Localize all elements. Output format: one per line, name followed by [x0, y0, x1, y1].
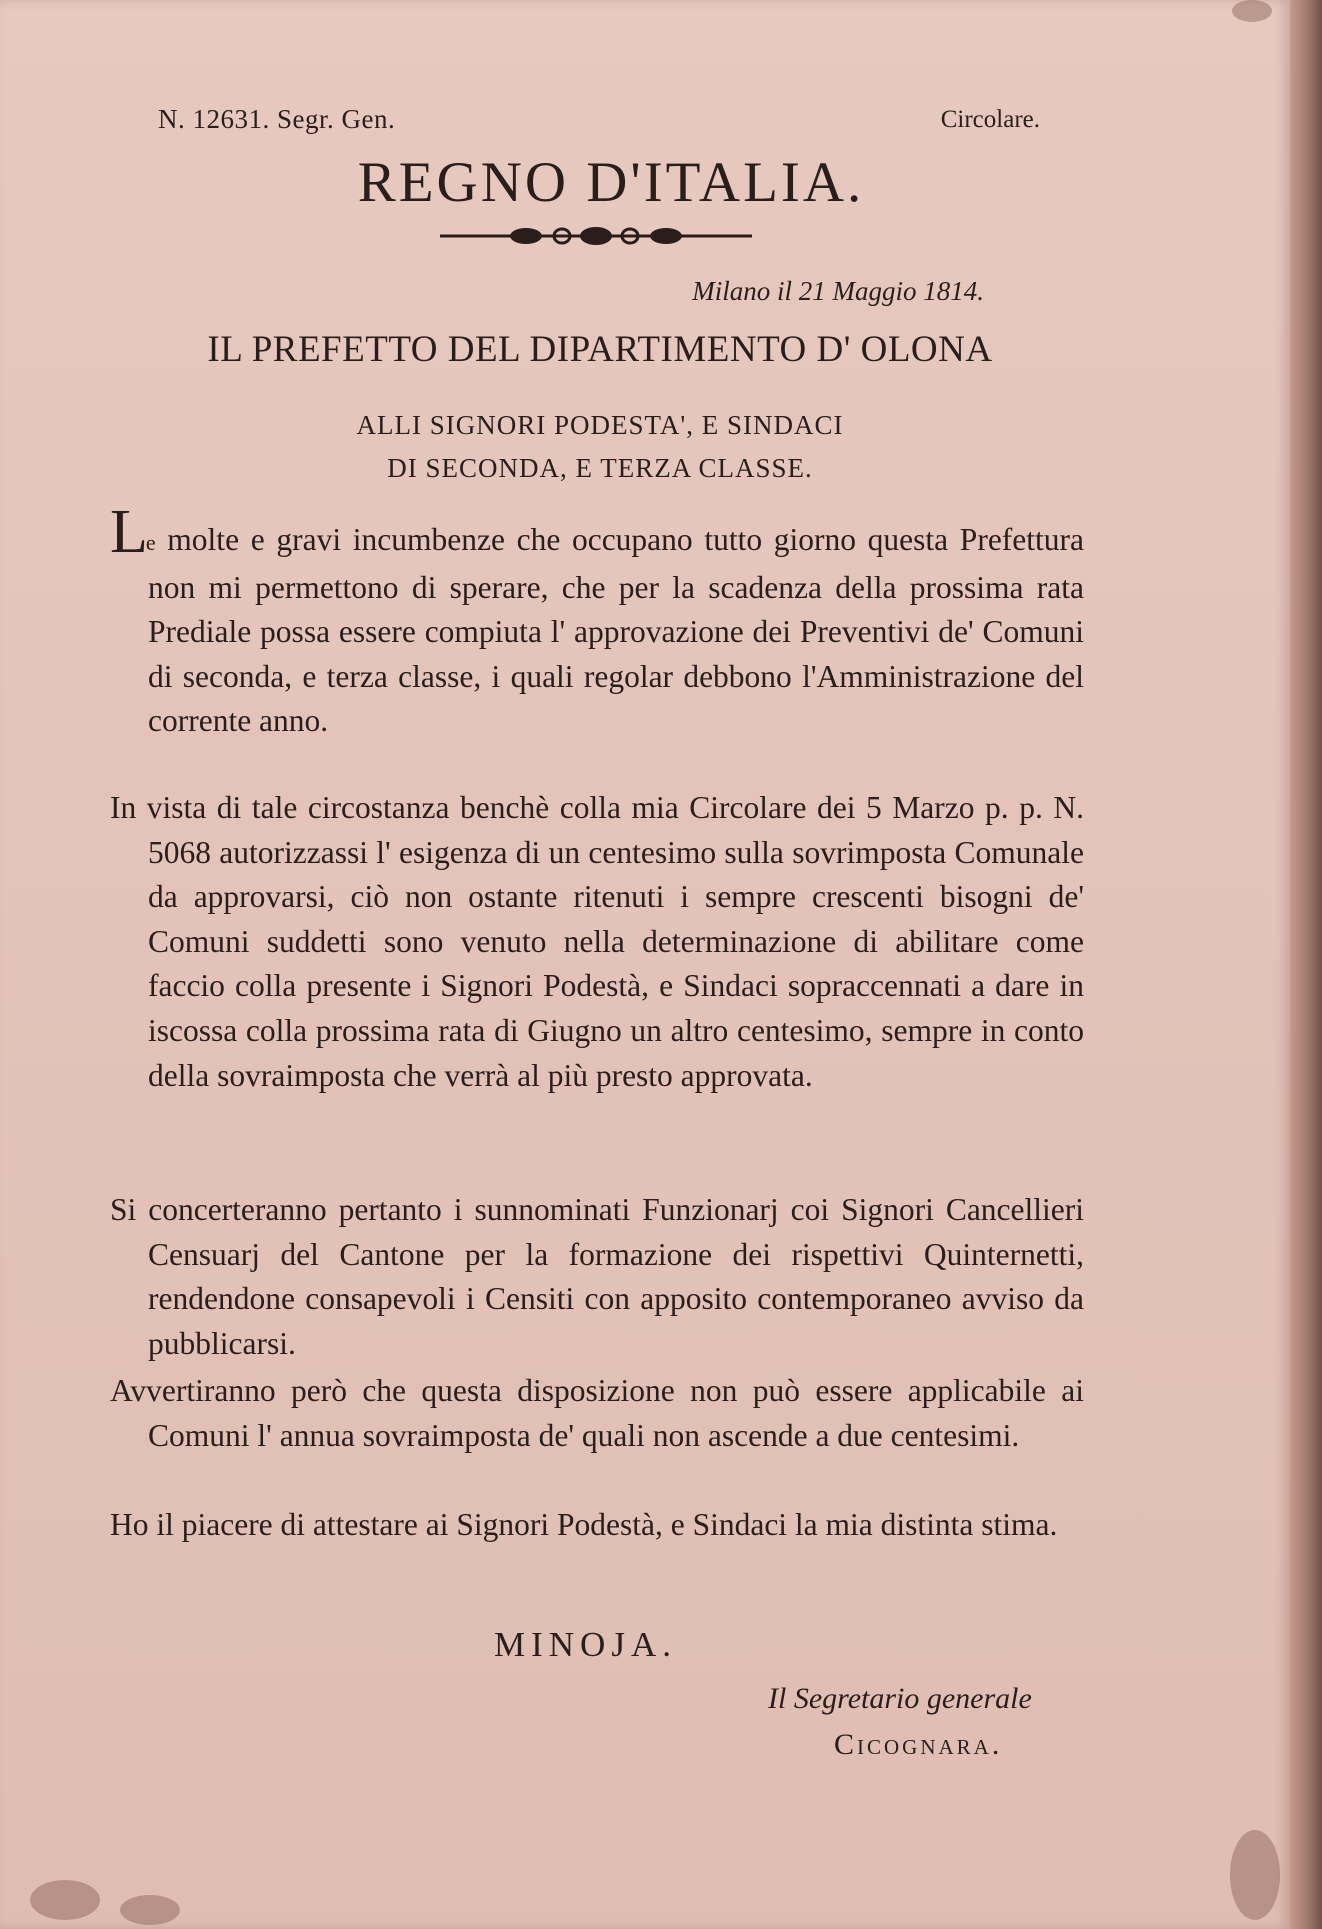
paper-stain — [120, 1895, 180, 1925]
paragraph-3: Si concerteranno pertanto i sunnominati Funzionarj coi Signori Cancellieri Censuarj del Cantone per la formazione dei rispettivi Quinternetti, rendendone consapevoli i Censiti con apposito contemporaneo avviso da pubblicarsi. — [110, 1192, 1084, 1361]
kingdom-heading: REGNO D'ITALIA. — [357, 151, 865, 214]
paper-stain — [1232, 0, 1272, 22]
issuer-heading: IL PREFETTO DEL DIPARTIMENTO D' OLONA — [207, 329, 993, 370]
paragraph-2: In vista di tale circostanza benchè colla mia Circolare dei 5 Marzo p. p. N. 5068 autorizzassi l' esigenza di un centesimo sulla sovrimposta Comunale da approvarsi, ciò non ostante ritenuti i sempre crescenti bisogni de' Comuni suddetti sono venuto nella determinazione di abilitare come faccio colla presente i Signori Podestà, e Sindaci sopraccennati a dare in iscossa colla prossima rata di Giugno un altro centesimo, sempre in conto della sovraimposta che verrà al più presto approvata. — [110, 790, 1084, 1093]
paper-stain — [1230, 1830, 1280, 1920]
page-edge — [1290, 0, 1322, 1929]
document-type: Circolare. — [940, 106, 1040, 133]
prefect-signature: MINOJA. — [494, 1625, 677, 1664]
ornament-divider-icon — [440, 224, 752, 248]
paragraph-1-text: molte e gravi incumbenze che occupano tutto giorno questa Prefettura non mi permettono di sperare, che per la scadenza della prossima rata Prediale possa essere compiuta l' approvazione dei Preventivi de' Comuni di seconda, e terza classe, i quali regolar debbono l'Amministrazione del corrente anno. — [148, 522, 1084, 739]
paper-stain — [30, 1880, 100, 1920]
reference-number: N. 12631. Segr. Gen. — [158, 104, 396, 134]
secretary-name: Cicognara. — [834, 1728, 1003, 1761]
paragraph-4: Avvertiranno però che questa disposizione non può essere applicabile ai Comuni l' annua sovraimposta de' quali non ascende a due centesimi. — [110, 1373, 1084, 1453]
paragraph-5: Ho il piacere di attestare ai Signori Podestà, e Sindaci la mia distinta stima. — [110, 1507, 1058, 1542]
dateline: Milano il 21 Maggio 1814. — [692, 276, 984, 306]
secretary-title: Il Segretario generale — [768, 1682, 1032, 1715]
addressee-line-2: DI SECONDA, E TERZA CLASSE. — [387, 453, 813, 483]
drop-cap: L — [110, 498, 146, 566]
addressee-line-1: ALLI SIGNORI PODESTA', E SINDACI — [356, 410, 844, 440]
paragraph-1 — [110, 498, 1084, 744]
drop-cap-rest: e — [145, 530, 156, 555]
